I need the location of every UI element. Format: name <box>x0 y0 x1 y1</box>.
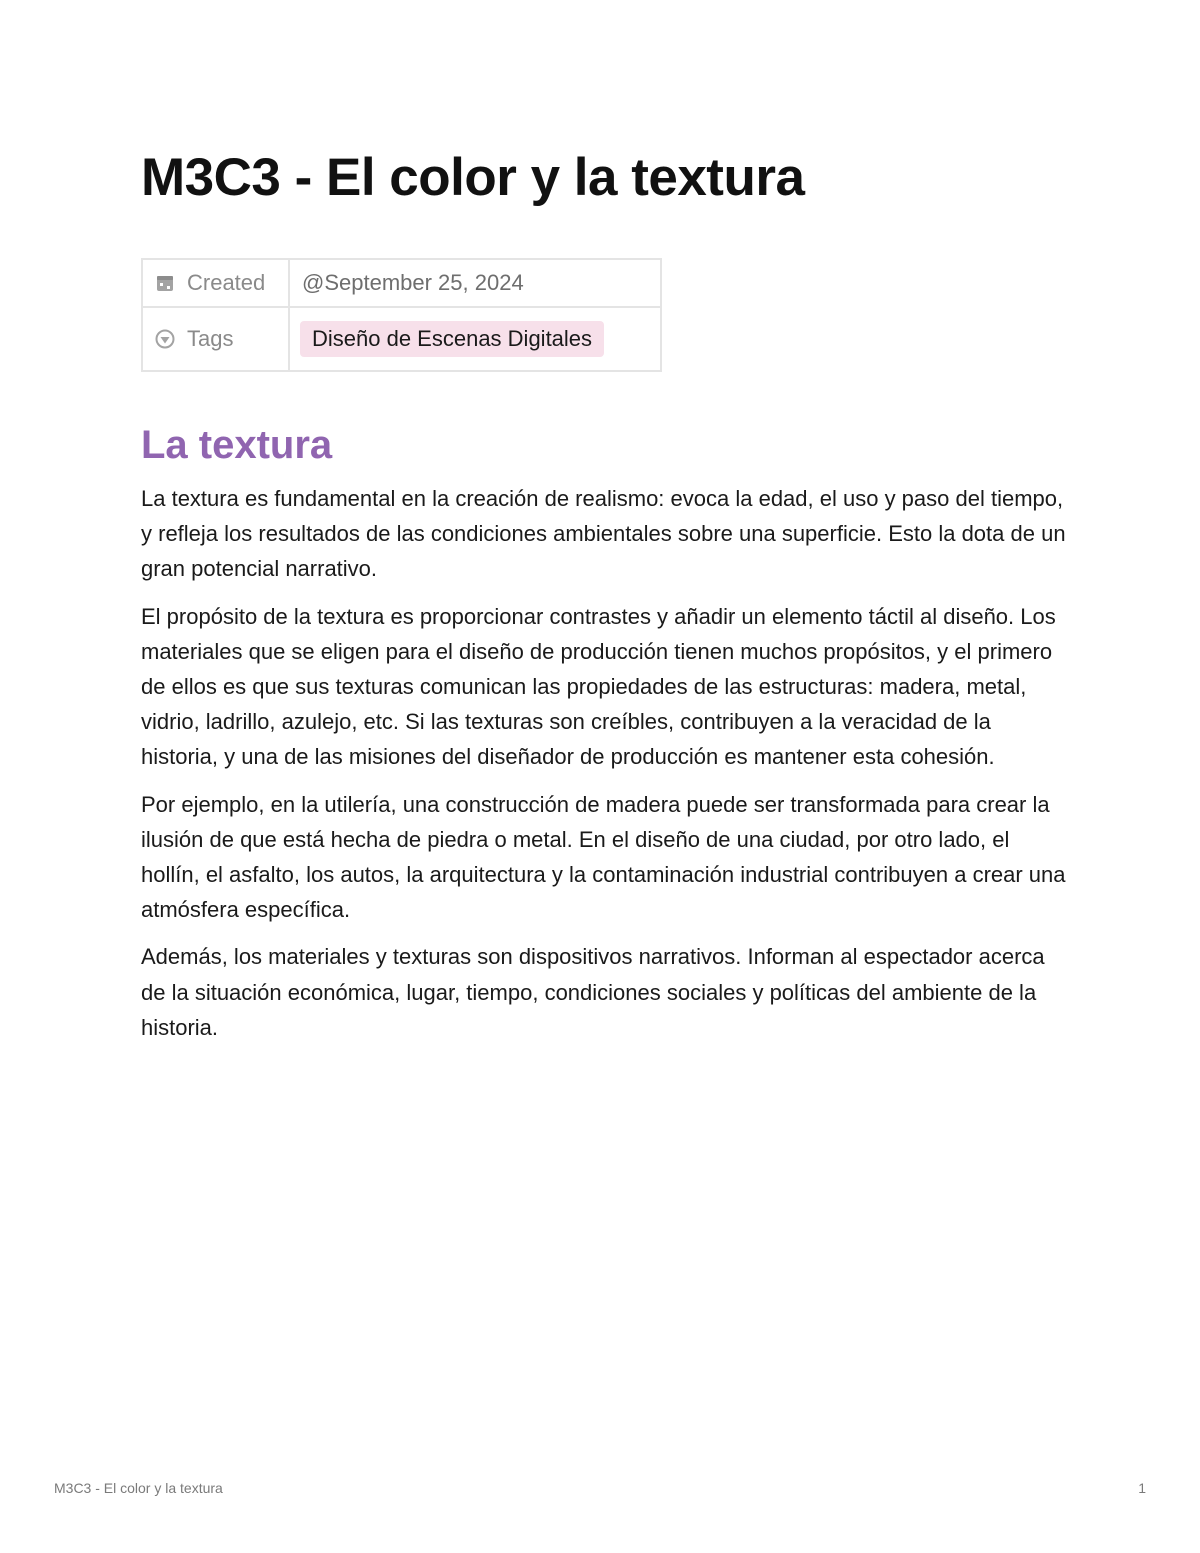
tag-pill[interactable]: Diseño de Escenas Digitales <box>300 321 604 357</box>
paragraph: Además, los materiales y texturas son dispositivos narrativos. Informan al espectador acerca de la situación económica, lugar, tiempo, condiciones sociales y políticas del ambiente de la historia. <box>141 944 1045 1040</box>
paragraph: La textura es fundamental en la creación de realismo: evoca la edad, el uso y paso del tiempo, y refleja los resultados de las condiciones ambientales sobre una superficie. Esto la dota de un gran potencial narrativo. <box>141 486 1066 582</box>
properties-table <box>141 258 662 372</box>
property-label-created: Created <box>187 270 266 295</box>
paragraph: Por ejemplo, en la utilería, una construcción de madera puede ser transformada para crear la ilusión de que está hecha de piedra o metal. En el diseño de una ciudad, por otro lado, el hollín, el asfalto, los autos, la arquitectura y la contaminación industrial contribuyen a crear una atmósfera específica. <box>141 791 1066 923</box>
property-label-tags: Tags <box>187 326 234 351</box>
property-row-tags <box>142 307 661 371</box>
property-value-tags[interactable] <box>289 307 661 371</box>
section-body <box>141 481 1066 1057</box>
footer-page-number: 1 <box>1138 1480 1146 1496</box>
created-date: @September 25, 2024 <box>302 270 524 295</box>
calendar-icon <box>155 273 175 293</box>
property-key-created <box>142 259 289 307</box>
section-heading: La textura <box>141 423 333 467</box>
property-row-created <box>142 259 661 307</box>
property-key-tags <box>142 307 289 371</box>
page-title: M3C3 - El color y la textura <box>141 148 805 207</box>
property-value-created[interactable] <box>289 259 661 307</box>
footer-title: M3C3 - El color y la textura <box>54 1480 223 1496</box>
tag-icon <box>155 329 175 349</box>
paragraph: El propósito de la textura es proporcionar contrastes y añadir un elemento táctil al diseño. Los materiales que se eligen para el diseño de producción tienen muchos propósitos, y el primero de ellos es que sus texturas comunican las propiedades de las estructuras: madera, metal, vidrio, ladrillo, azulejo, etc. Si las texturas son creíbles, contribuyen a la veracidad de la historia, y una de las misiones del diseñador de producción es mantener esta cohesión. <box>141 603 1056 770</box>
